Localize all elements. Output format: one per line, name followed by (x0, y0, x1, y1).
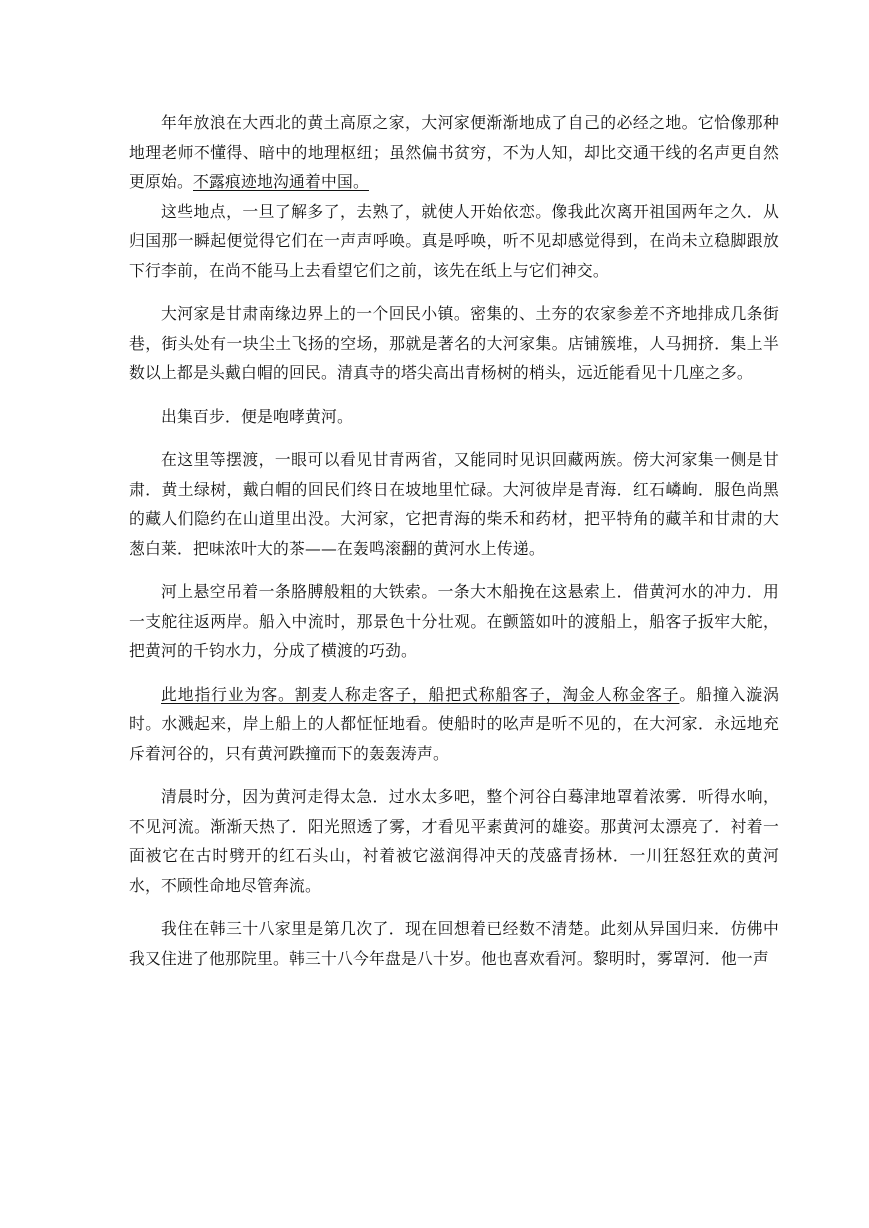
paragraph-2-text: 这些地点，一旦了解多了，去熟了，就使人开始依恋。像我此次离开祖国两年之久．从归国那一瞬起便觉得它们在一声声呼唤。真是呼唤，听不见却感觉得到，在尚未立稳脚跟放下行李前，在尚不能马上去看望它们之前，该先在纸上与它们神交。 (129, 201, 779, 280)
paragraph-4 (129, 402, 779, 432)
paragraph-3 (129, 299, 779, 388)
paragraph-spacer (129, 431, 779, 445)
paragraph-5 (129, 445, 779, 563)
paragraph-5-text: 在这里等摆渡，一眼可以看见甘青两省，又能同时见识回藏两族。傍大河家集一侧是甘肃．黄土绿树，戴白帽的回民们终日在坡地里忙碌。大河彼岸是青海．红石嶙峋．服色尚黑的藏人们隐约在山道里出没。大河家，它把青海的柴禾和药材，把平特角的藏羊和甘肃的大葱白莱．把味浓叶大的茶——在轰鸣滚翻的黄河水上传递。 (129, 450, 779, 558)
paragraph-8-text: 清晨时分，因为黄河走得太急．过水太多吧，整个河谷白蓦津地罩着浓雾．听得水响，不见河流。渐渐天热了．阳光照透了雾，才看见平素黄河的雄姿。那黄河太漂亮了．衬着一面被它在古时劈开的红石头山，衬着被它滋润得冲天的茂盛青扬林．一川狂怒狂欢的黄河水，不顾性命地尽管奔流。 (129, 787, 779, 895)
paragraph-1 (129, 108, 779, 197)
paragraph-9 (129, 914, 779, 973)
paragraph-7-underlined-text: 此地指行业为客。割麦人称走客子，船把式称船客子，淘金人称金客子 (161, 684, 680, 704)
paragraph-7 (129, 680, 779, 769)
paragraph-2 (129, 197, 779, 286)
paragraph-spacer (129, 285, 779, 299)
article-body (129, 108, 779, 973)
paragraph-6 (129, 577, 779, 666)
paragraph-1-text: 年年放浪在大西北的黄土高原之家，大河家便渐渐地成了自己的必经之地。它恰像那种地理老师不懂得、暗中的地理枢纽；虽然偏书贫穷，不为人知，却比交通干线的名声更自然更原始。 (129, 113, 779, 191)
paragraph-spacer (129, 666, 779, 680)
paragraph-4-text: 出集百步．便是咆哮黄河。 (161, 406, 353, 426)
paragraph-spacer (129, 768, 779, 782)
paragraph-7-text: 。船撞入漩涡时。水溅起来，岸上船上的人都怔怔地看。使船时的吆声是听不见的，在大河家．永远地充斥着河谷的，只有黄河跌撞而下的轰轰涛声。 (129, 684, 779, 763)
paragraph-8 (129, 782, 779, 900)
paragraph-3-text: 大河家是甘肃南缘边界上的一个回民小镇。密集的、土夯的农家参差不齐地排成几条街巷，街头处有一块尘土飞扬的空场，那就是著名的大河家集。店铺簇堆，人马拥挤．集上半数以上都是头戴白帽的回民。清真寺的塔尖高出青杨树的梢头，远近能看见十几座之多。 (129, 304, 779, 382)
paragraph-spacer (129, 900, 779, 914)
paragraph-6-text: 河上悬空吊着一条胳膊般粗的大铁索。一条大木船挽在这悬索上．借黄河水的冲力．用一支舵往返两岸。船入中流时，那景色十分壮观。在颤篮如叶的渡船上，船客子扳牢大舵，把黄河的千钧水力，分成了横渡的巧劲。 (129, 582, 779, 660)
paragraph-spacer (129, 563, 779, 577)
paragraph-1-underlined-text: 不露痕迹地沟通着中国。 (193, 172, 369, 191)
paragraph-9-text: 我住在韩三十八家里是第几次了．现在回想着已经数不清楚。此刻从异国归来．仿佛中我又住进了他那院里。韩三十八今年盘是八十岁。他也喜欢看河。黎明时，雾罩河．他一声 (129, 919, 779, 968)
paragraph-spacer (129, 388, 779, 402)
